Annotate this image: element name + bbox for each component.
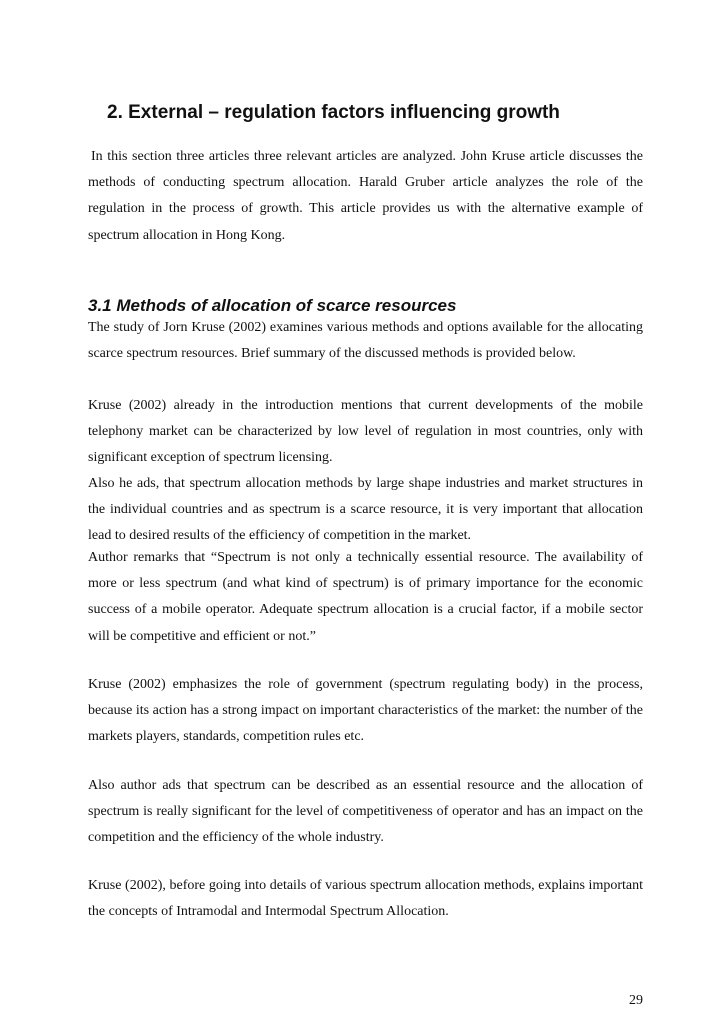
- section-2-heading: 2. External – regulation factors influencing growth: [107, 102, 560, 123]
- page-number: 29: [629, 993, 643, 1008]
- paragraph-essential-resource: Also author ads that spectrum can be described as an essential resource and the allocation of spectrum is really significant for the level of competitiveness of operator and has an impact on the competition and the efficiency of the whole industry.: [88, 778, 643, 846]
- paragraph-author-quote: Author remarks that “Spectrum is not only a technically essential resource. The availability of more or less spectrum (and what kind of spectrum) is of primary importance for the economic success of a mobile operator. Adequate spectrum allocation is a crucial factor, if a mobile sector will be competitive and efficient or not.”: [88, 550, 643, 644]
- paragraph-introduction: Kruse (2002) already in the introduction mentions that current developments of the mobile telephony market can be characterized by low level of regulation in most countries, only with significant exception of spectrum licensing.: [88, 398, 643, 466]
- paragraph-allocation-methods: Also he ads, that spectrum allocation methods by large shape industries and market structures in the individual countries and as spectrum is a scarce resource, it is very important that allocation lead to desired results of the efficiency of competition in the market.: [88, 476, 643, 544]
- section-3-1-heading: 3.1 Methods of allocation of scarce resources: [88, 296, 457, 315]
- paragraph-concepts: Kruse (2002), before going into details of various spectrum allocation methods, explains important the concepts of Intramodal and Intermodal Spectrum Allocation.: [88, 878, 643, 920]
- paragraph-study-summary: The study of Jorn Kruse (2002) examines various methods and options available for the allocating scarce spectrum resources. Brief summary of the discussed methods is provided below.: [88, 320, 643, 362]
- paragraph-government-role: Kruse (2002) emphasizes the role of government (spectrum regulating body) in the process, because its action has a strong impact on important characteristics of the market: the number of the markets players, standards, competition rules etc.: [88, 677, 643, 745]
- intro-paragraph: In this section three articles three relevant articles are analyzed. John Kruse article discusses the methods of conducting spectrum allocation. Harald Gruber article analyzes the role of the regulation in the process of growth. This article provides us with the alternative example of spectrum allocation in Hong Kong.: [88, 149, 643, 243]
